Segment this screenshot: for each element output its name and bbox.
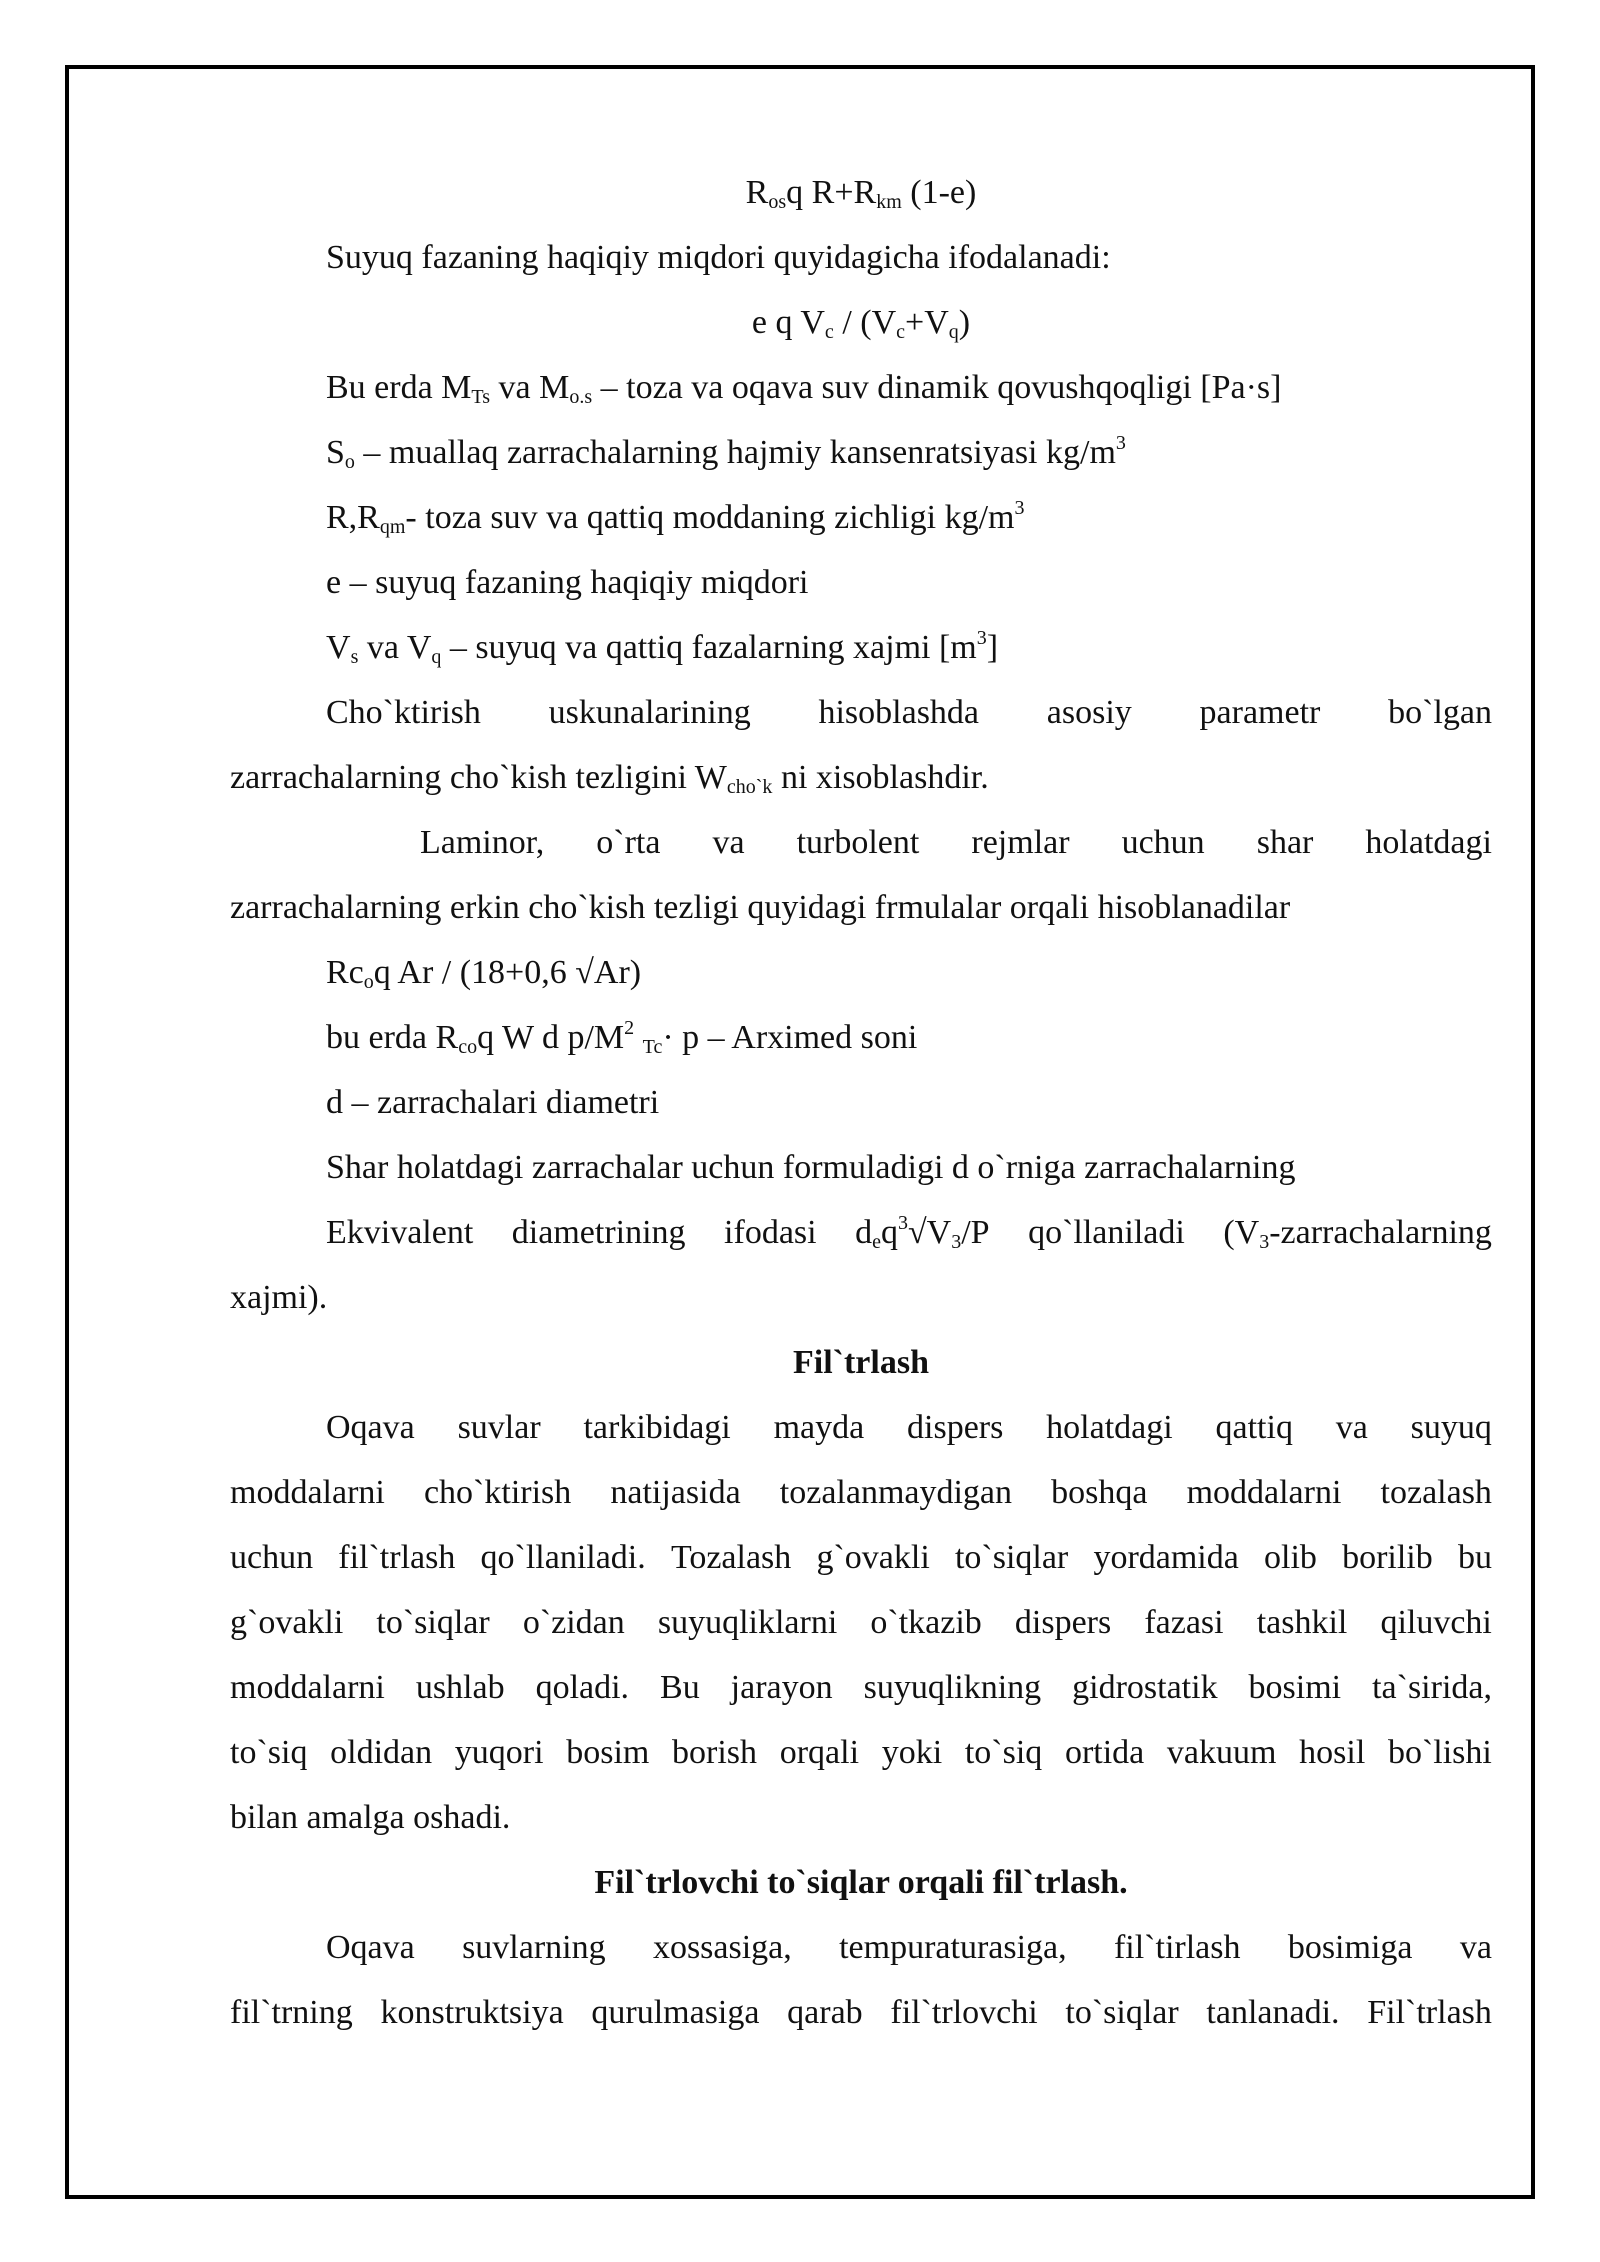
word: borilib: [1342, 1539, 1433, 1576]
word: shar: [1256, 824, 1314, 861]
word: qo`llaniladi.: [480, 1539, 646, 1576]
word: gidrostatik: [1072, 1669, 1218, 1706]
word: bo`lishi: [1387, 1734, 1492, 1771]
word: to`siqlar: [1065, 1994, 1179, 2031]
word: holatdagi: [1046, 1409, 1173, 1446]
word: natijasida: [610, 1474, 741, 1511]
word: suvlarning: [462, 1929, 606, 1966]
word: olib: [1264, 1539, 1317, 1576]
paragraph-3-last-line: bilan amalga oshadi.: [230, 1799, 511, 1836]
paragraph-1-line-1: [230, 680, 1492, 745]
word: va: [1335, 1409, 1368, 1446]
word: g`ovakli: [230, 1604, 344, 1641]
word: boshqa: [1051, 1474, 1148, 1511]
paragraph-3-line: [230, 1590, 1492, 1655]
word: ortida: [1064, 1734, 1145, 1771]
ekv-formula: $d_eq^3√V_3/P$: [855, 1212, 990, 1253]
paragraph-3-line: [230, 1655, 1492, 1720]
word: tempuraturasiga,: [839, 1929, 1067, 1966]
word: dispers: [907, 1409, 1004, 1446]
word: parametr: [1199, 694, 1321, 731]
heading-filtrlovchi-tosiqlar: Fil`trlovchi to`siqlar orqali fil`trlash.: [594, 1864, 1128, 1901]
word: dispers: [1014, 1604, 1112, 1641]
word: uchun: [230, 1539, 314, 1576]
word: tozalanmaydigan: [779, 1474, 1013, 1511]
word: o`zidan: [522, 1604, 625, 1641]
definition-m: Bu erda $M_{Ts}$ va $M_{o.s}$ – toza va oqava suv dinamik qovushqoqligi [Pa·s]: [326, 369, 1282, 408]
word: Cho`ktirish: [326, 694, 481, 731]
word: hosil: [1299, 1734, 1366, 1771]
word: jarayon: [730, 1669, 833, 1706]
word: ta`sirida,: [1372, 1669, 1492, 1706]
word: yuqori: [454, 1734, 544, 1771]
word: Fil`trlash: [1367, 1994, 1492, 2031]
definition-v: $V_s$ va $V_q$ – suyuq va qattiq fazalarning xajmi $[m^3]$: [326, 627, 999, 668]
word: to`siqlar: [376, 1604, 490, 1641]
paragraph-4-line: [230, 1980, 1492, 2045]
line-shar: Shar holatdagi zarrachalar uchun formuladigi d o`rniga zarrachalarning: [326, 1149, 1296, 1186]
word: qurulmasiga: [591, 1994, 760, 2031]
definition-d: d – zarrachalari diametri: [326, 1084, 660, 1121]
word: Tozalash: [670, 1539, 792, 1576]
word: fil`trlash: [338, 1539, 456, 1576]
word: yordamida: [1093, 1539, 1239, 1576]
formula-rc: $Rc_oq$ Ar / (18+0,6 √Ar): [326, 954, 642, 993]
definition-e: e – suyuq fazaning haqiqiy miqdori: [326, 564, 809, 601]
line-suyuq: Suyuq fazaning haqiqiy miqdori quyidagicha ifodalanadi:: [326, 239, 1111, 276]
word: tanlanadi.: [1206, 1994, 1340, 2031]
ekv-word: ifodasi: [724, 1214, 817, 1251]
ekvivalent-last-line: xajmi).: [230, 1279, 328, 1316]
word: tozalash: [1380, 1474, 1492, 1511]
word: hisoblashda: [818, 694, 980, 731]
word: to`siqlar: [954, 1539, 1069, 1576]
word: bo`lgan: [1388, 694, 1492, 731]
word: Bu: [660, 1669, 700, 1706]
word: vakuum: [1166, 1734, 1277, 1771]
formula-r: $R_{os}q$ $R+R_{km}$ (1-e): [745, 174, 977, 213]
paragraph-3-line: [230, 1525, 1492, 1590]
word: qarab: [787, 1994, 863, 2031]
word: borish: [672, 1734, 758, 1771]
ekv-word: qo`llaniladi: [1028, 1214, 1185, 1251]
word: tarkibidagi: [583, 1409, 731, 1446]
word: qattiq: [1215, 1409, 1293, 1446]
word: mayda: [773, 1409, 865, 1446]
word: uskunalarining: [548, 694, 751, 731]
word: fil`trning: [230, 1994, 353, 2031]
document-body: [230, 160, 1492, 2045]
word: konstruktsiya: [380, 1994, 564, 2031]
word: suvlar: [457, 1409, 541, 1446]
word: holatdagi: [1365, 824, 1492, 861]
word: fil`tirlash: [1113, 1929, 1241, 1966]
paragraph-3-line: [230, 1395, 1492, 1460]
word: bosim: [566, 1734, 650, 1771]
word: bosimiga: [1287, 1929, 1413, 1966]
word: o`tkazib: [870, 1604, 982, 1641]
word: to`siq: [964, 1734, 1043, 1771]
word: o`rta: [596, 824, 661, 861]
word: va: [712, 824, 745, 861]
word: fil`trlovchi: [890, 1994, 1038, 2031]
paragraph-2-line-2: zarrachalarning erkin cho`kish tezligi quyidagi frmulalar orqali hisoblanadilar: [230, 889, 1291, 926]
word: suyuqlikning: [863, 1669, 1042, 1706]
heading-filtrlash: Fil`trlash: [793, 1344, 929, 1381]
word: rejmlar: [971, 824, 1070, 861]
word: tashkil: [1256, 1604, 1348, 1641]
paragraph-2-line-1: [230, 810, 1492, 875]
word: qiluvchi: [1380, 1604, 1492, 1641]
word: oldidan: [330, 1734, 433, 1771]
word: Oqava: [326, 1409, 415, 1446]
word: Oqava: [326, 1929, 415, 1966]
word: cho`ktirish: [423, 1474, 572, 1511]
definition-r: $R,R_{qm}-$ toza suv va qattiq moddaning zichligi $kg/m^3$: [326, 497, 1025, 538]
word: bu: [1457, 1539, 1492, 1576]
word: qoladi.: [535, 1669, 630, 1706]
word: moddalarni: [1186, 1474, 1342, 1511]
paragraph-3-line: [230, 1460, 1492, 1525]
word: suyuqliklarni: [657, 1604, 838, 1641]
word: va: [1459, 1929, 1492, 1966]
word: xossasiga,: [652, 1929, 792, 1966]
paragraph-4-line: [230, 1915, 1492, 1980]
definition-arximed: bu erda $R_{co}q$ W d $p/M^2$ $_{Tc}$· p – Arximed soni: [326, 1017, 918, 1058]
word: orqali: [779, 1734, 860, 1771]
word: suyuq: [1410, 1409, 1492, 1446]
word: moddalarni: [230, 1474, 385, 1511]
word: moddalarni: [230, 1669, 385, 1706]
paragraph-3-line: [230, 1720, 1492, 1785]
word: g`ovakli: [816, 1539, 930, 1576]
word: turbolent: [796, 824, 920, 861]
formula-e: e q $V_c / (V_c+V_q)$: [751, 304, 971, 343]
word: Laminor,: [420, 824, 545, 861]
word: ushlab: [415, 1669, 505, 1706]
word: asosiy: [1046, 694, 1132, 731]
definition-s: $S_o$ – muallaq zarrachalarning hajmiy kansenratsiyasi $kg/m^3$: [326, 432, 1126, 473]
word: bosimi: [1248, 1669, 1342, 1706]
paragraph-1-line-2: zarrachalarning cho`kish tezligini $W_{cho`k}$ ni xisoblashdir.: [230, 759, 989, 798]
word: to`siq: [230, 1734, 308, 1771]
word: fazasi: [1144, 1604, 1224, 1641]
ekv-word: ($V_3$-zarrachalarning: [1223, 1214, 1492, 1253]
word: uchun: [1121, 824, 1205, 861]
ekv-word: diametrining: [511, 1214, 686, 1251]
word: yoki: [881, 1734, 943, 1771]
ekv-word: Ekvivalent: [326, 1214, 474, 1251]
ekvivalent-line: [230, 1200, 1492, 1265]
